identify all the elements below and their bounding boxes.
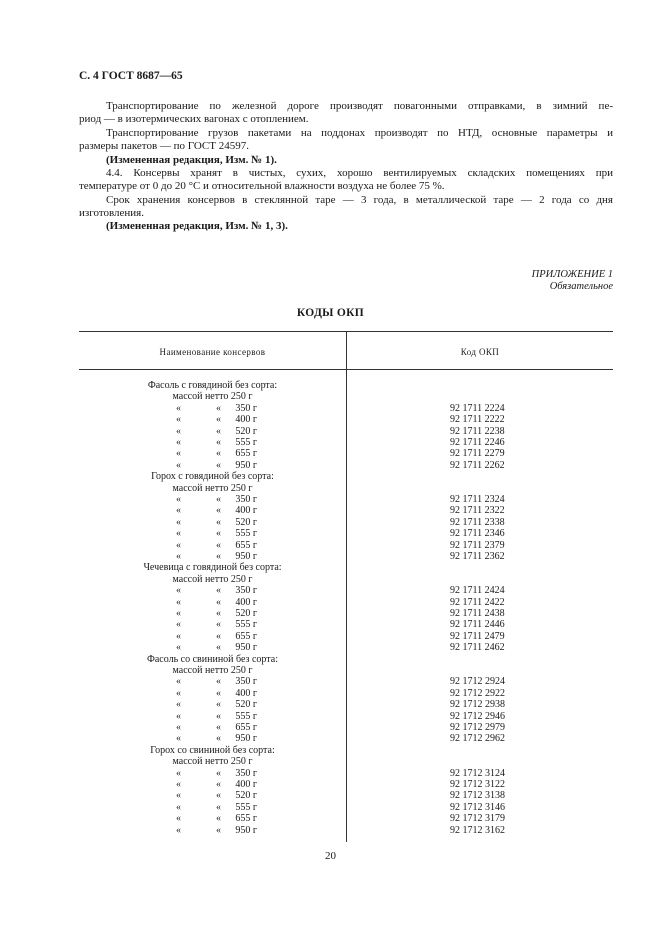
ditto-mark: « [176, 596, 181, 608]
ditto-mark: « [216, 619, 221, 631]
okp-code: 92 1711 2362 [450, 551, 505, 562]
mass-value: 520 г [235, 790, 257, 802]
okp-code: 92 1712 2922 [450, 687, 505, 699]
ditto-mark: « [176, 528, 181, 540]
okp-code: 92 1711 2238 [450, 425, 505, 437]
okp-code: 92 1711 2322 [450, 505, 505, 517]
okp-code: 92 1711 2346 [450, 528, 505, 540]
okp-code: 92 1711 2479 [450, 630, 505, 642]
ditto-mark: « [216, 437, 221, 448]
ditto-mark: « [216, 551, 221, 562]
okp-code: 92 1712 3179 [450, 813, 505, 825]
mass-value: 655 г [235, 722, 257, 733]
mass-value: 655 г [235, 448, 257, 460]
ditto-mark: « [176, 824, 181, 836]
ditto-mark: « [216, 505, 221, 517]
ditto-mark: « [176, 790, 181, 802]
mass-value: 950 г [235, 824, 257, 836]
okp-code: 92 1712 2938 [450, 699, 505, 711]
ditto-mark: « [216, 642, 221, 654]
mass-value: 400 г [235, 596, 257, 608]
mass-value: 555 г [235, 528, 257, 540]
mass-value: 400 г [235, 687, 257, 699]
ditto-mark: « [176, 630, 181, 642]
mass-value: 520 г [235, 516, 257, 528]
ditto-mark: « [176, 608, 181, 619]
okp-code: 92 1712 2979 [450, 722, 505, 733]
mass-value: 350 г [235, 494, 257, 505]
mass-value: 655 г [235, 813, 257, 825]
ditto-mark: « [176, 516, 181, 528]
group-name: Фасоль с говядиной без сорта: [147, 380, 278, 391]
mass-value: 350 г [235, 402, 257, 414]
mass-value: 520 г [235, 699, 257, 711]
okp-code: 92 1711 2438 [450, 608, 505, 619]
mass-value: 950 г [235, 733, 257, 745]
paragraph-line: 4.4. Консервы хранят в чистых, сухих, хорошо вентилируемых складских помещениях при [106, 167, 613, 179]
ditto-mark: « [176, 437, 181, 448]
ditto-mark: « [216, 414, 221, 426]
mass-label: массой нетто 250 г [172, 665, 253, 676]
mass-value: 400 г [235, 779, 257, 790]
paragraph-line: изготовления. [79, 207, 144, 219]
okp-code: 92 1711 2422 [450, 596, 505, 608]
ditto-mark: « [176, 687, 181, 699]
ditto-mark: « [216, 425, 221, 437]
appendix-subtitle: Обязательное [549, 281, 613, 292]
ditto-mark: « [176, 642, 181, 654]
page-number: 20 [325, 850, 336, 862]
ditto-mark: « [176, 448, 181, 460]
ditto-mark: « [216, 596, 221, 608]
ditto-mark: « [176, 699, 181, 711]
okp-code: 92 1711 2246 [450, 437, 505, 448]
group-name: Фасоль со свининой без сорта: [146, 653, 279, 665]
revision-note: (Измененная редакция, Изм. № 1, 3). [106, 220, 288, 232]
mass-value: 520 г [235, 425, 257, 437]
ditto-mark: « [176, 585, 181, 597]
ditto-mark: « [176, 710, 181, 722]
ditto-mark: « [216, 767, 221, 779]
mass-label: массой нетто 250 г [172, 756, 253, 768]
ditto-mark: « [176, 722, 181, 733]
paragraph-line: температуре от 0 до 20 °С и относительной влажности воздуха не более 75 %. [79, 180, 445, 192]
ditto-mark: « [216, 676, 221, 688]
ditto-mark: « [216, 494, 221, 505]
ditto-mark: « [176, 459, 181, 471]
ditto-mark: « [216, 699, 221, 711]
ditto-mark: « [176, 414, 181, 426]
ditto-mark: « [216, 630, 221, 642]
paragraph-line: риод — в изотермических вагонах с отоплением. [79, 113, 309, 125]
paragraph-line: Транспортирование по железной дороге производят повагонными отправками, в зимний пе- [106, 100, 613, 112]
ditto-mark: « [176, 767, 181, 779]
paragraph [79, 154, 613, 167]
mass-value: 655 г [235, 539, 257, 551]
table-column-divider [346, 331, 347, 842]
okp-code: 92 1712 2946 [450, 710, 505, 722]
okp-code: 92 1711 2324 [450, 494, 505, 505]
ditto-mark: « [176, 779, 181, 790]
mass-value: 555 г [235, 437, 257, 448]
okp-code: 92 1712 2924 [450, 676, 505, 688]
appendix-title: ПРИЛОЖЕНИЕ 1 [531, 269, 613, 280]
ditto-mark: « [216, 516, 221, 528]
ditto-mark: « [176, 505, 181, 517]
mass-value: 555 г [235, 801, 257, 813]
ditto-mark: « [216, 448, 221, 460]
ditto-mark: « [176, 676, 181, 688]
ditto-mark: « [216, 722, 221, 733]
paragraph [79, 100, 613, 126]
okp-code: 92 1711 2338 [450, 516, 505, 528]
ditto-mark: « [216, 608, 221, 619]
ditto-mark: « [216, 528, 221, 540]
column-header-code: Код ОКП [460, 347, 500, 357]
page-header: С. 4 ГОСТ 8687—65 [79, 70, 183, 82]
ditto-mark: « [216, 790, 221, 802]
paragraph [79, 194, 613, 220]
ditto-mark: « [216, 710, 221, 722]
group-name: Горох с говядиной без сорта: [151, 471, 274, 483]
ditto-mark: « [176, 733, 181, 745]
okp-code: 92 1711 2379 [450, 539, 505, 551]
mass-value: 400 г [235, 414, 257, 426]
okp-code: 92 1712 2962 [450, 733, 505, 745]
paragraph-line: размеры пакетов — по ГОСТ 24597. [79, 140, 249, 152]
ditto-mark: « [216, 585, 221, 597]
ditto-mark: « [176, 813, 181, 825]
paragraph-line: Срок хранения консервов в стеклянной таре — 3 года, в металлической таре — 2 года со дня [106, 194, 613, 206]
revision-note: (Измененная редакция, Изм. № 1). [106, 154, 277, 166]
ditto-mark: « [176, 402, 181, 414]
ditto-mark: « [176, 539, 181, 551]
mass-label: массой нетто 250 г [172, 573, 253, 585]
mass-value: 350 г [235, 585, 257, 597]
ditto-mark: « [176, 801, 181, 813]
ditto-mark: « [176, 425, 181, 437]
ditto-mark: « [216, 824, 221, 836]
okp-code: 92 1711 2224 [450, 402, 505, 414]
mass-label: массой нетто 250 г [172, 391, 253, 403]
mass-value: 350 г [235, 676, 257, 688]
okp-code: 92 1712 3146 [450, 801, 505, 813]
ditto-mark: « [216, 687, 221, 699]
okp-code: 92 1711 2262 [450, 459, 505, 471]
ditto-mark: « [176, 551, 181, 562]
okp-code: 92 1711 2279 [450, 448, 505, 460]
mass-value: 520 г [235, 608, 257, 619]
okp-code: 92 1712 3162 [450, 824, 505, 836]
table-title: КОДЫ ОКП [296, 307, 365, 319]
paragraph [79, 167, 613, 193]
paragraph [79, 220, 613, 233]
paragraph [79, 127, 613, 153]
ditto-mark: « [216, 801, 221, 813]
mass-value: 350 г [235, 767, 257, 779]
mass-value: 400 г [235, 505, 257, 517]
ditto-mark: « [216, 733, 221, 745]
mass-label: массой нетто 250 г [172, 482, 253, 494]
mass-value: 950 г [235, 551, 257, 562]
appendix-label [532, 269, 613, 293]
mass-value: 555 г [235, 619, 257, 631]
okp-code: 92 1712 3138 [450, 790, 505, 802]
group-name: Чечевица с говядиной без сорта: [143, 562, 282, 574]
okp-code: 92 1712 3124 [450, 767, 505, 779]
okp-code: 92 1711 2424 [450, 585, 505, 597]
ditto-mark: « [216, 779, 221, 790]
paragraph-line: Транспортирование грузов пакетами на поддонах производят по НТД, основные параметры и [106, 127, 613, 139]
okp-code: 92 1711 2446 [450, 619, 505, 631]
ditto-mark: « [216, 539, 221, 551]
ditto-mark: « [216, 459, 221, 471]
mass-value: 555 г [235, 710, 257, 722]
okp-code: 92 1712 3122 [450, 779, 505, 790]
column-header-name: Наименование консервов [159, 347, 266, 357]
okp-code: 92 1711 2462 [450, 642, 505, 654]
ditto-mark: « [216, 402, 221, 414]
ditto-mark: « [176, 494, 181, 505]
okp-code: 92 1711 2222 [450, 414, 505, 426]
ditto-mark: « [176, 619, 181, 631]
mass-value: 950 г [235, 459, 257, 471]
mass-value: 950 г [235, 642, 257, 654]
mass-value: 655 г [235, 630, 257, 642]
ditto-mark: « [216, 813, 221, 825]
group-name: Горох со свининой без сорта: [150, 744, 275, 756]
